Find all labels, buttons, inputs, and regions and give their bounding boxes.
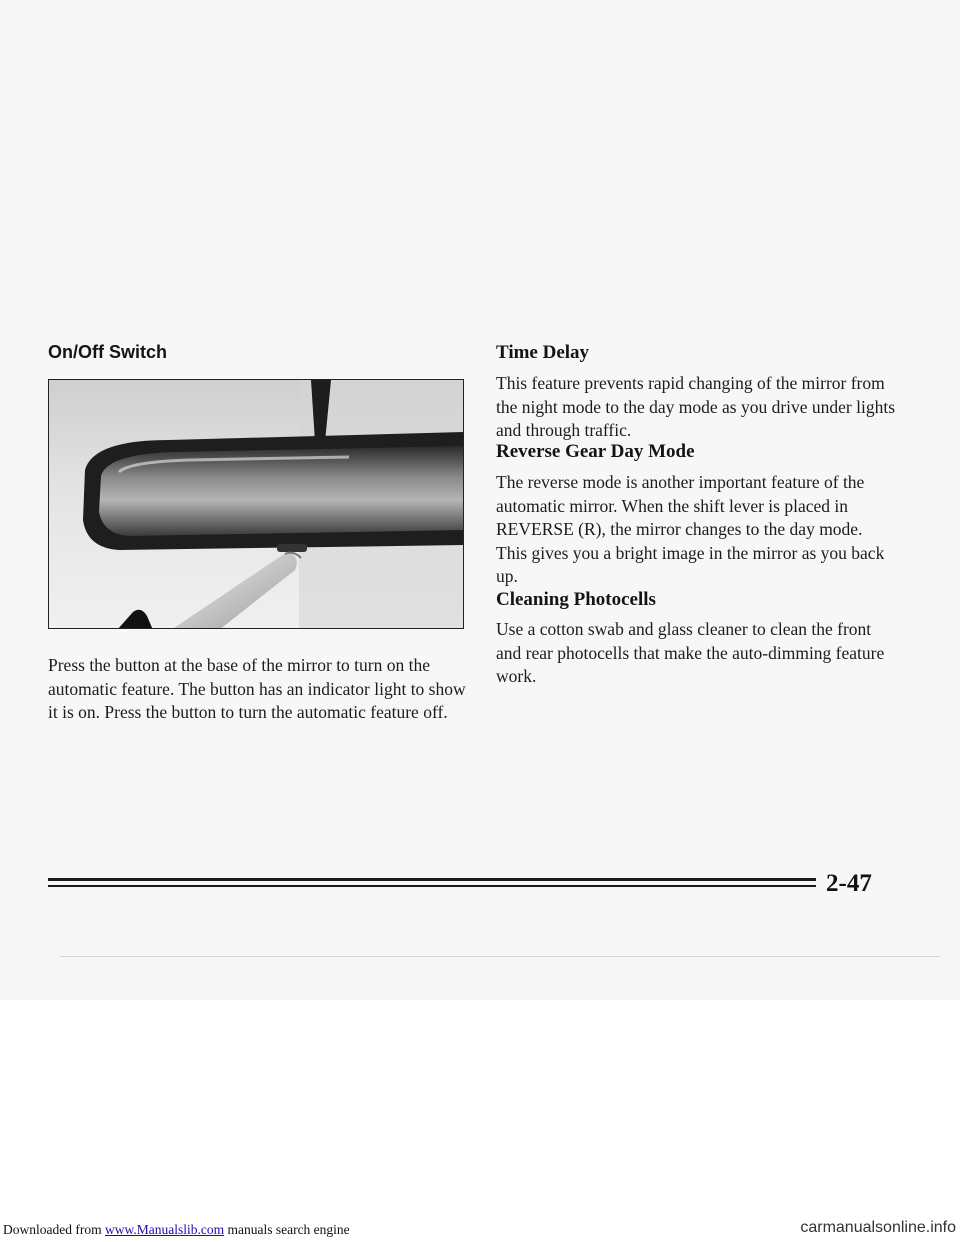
footer-rule-thin [48,885,816,887]
on-off-switch-text: Press the button at the base of the mirror to turn on the automatic feature. The button has an indicator light to show it is on. Press the button to turn the automatic feature off. [48,655,466,722]
footer-prefix: Downloaded from [3,1222,105,1237]
footer-rule-thick [48,878,816,881]
mirror-photo [48,379,464,629]
page-number: 2-47 [826,870,872,897]
heading-reverse-gear-day-mode: Reverse Gear Day Mode [496,441,695,462]
heading-on-off-switch: On/Off Switch [48,342,167,362]
footer-suffix: manuals search engine [224,1222,350,1237]
download-source-footer [3,1222,350,1238]
heading-time-delay: Time Delay [496,342,590,363]
watermark-text: carmanualsonline.info [800,1219,956,1236]
manualslib-link[interactable]: www.Manualslib.com [104,1222,225,1237]
heading-cleaning-photocells: Cleaning Photocells [496,589,656,610]
reverse-gear-text: The reverse mode is another important feature of the automatic mirror. When the shift lever is placed in REVERSE (R), the mirror changes to the day mode. This gives you a bright image in the mirror as you back up. [496,472,885,586]
scan-edge-line [60,956,940,957]
cleaning-photocells-text: Use a cotton swab and glass cleaner to clean the front and rear photocells that make the auto-dimming feature work. [496,619,885,686]
time-delay-text: This feature prevents rapid changing of the mirror from the night mode to the day mode as you drive under lights and through traffic. [496,373,896,440]
